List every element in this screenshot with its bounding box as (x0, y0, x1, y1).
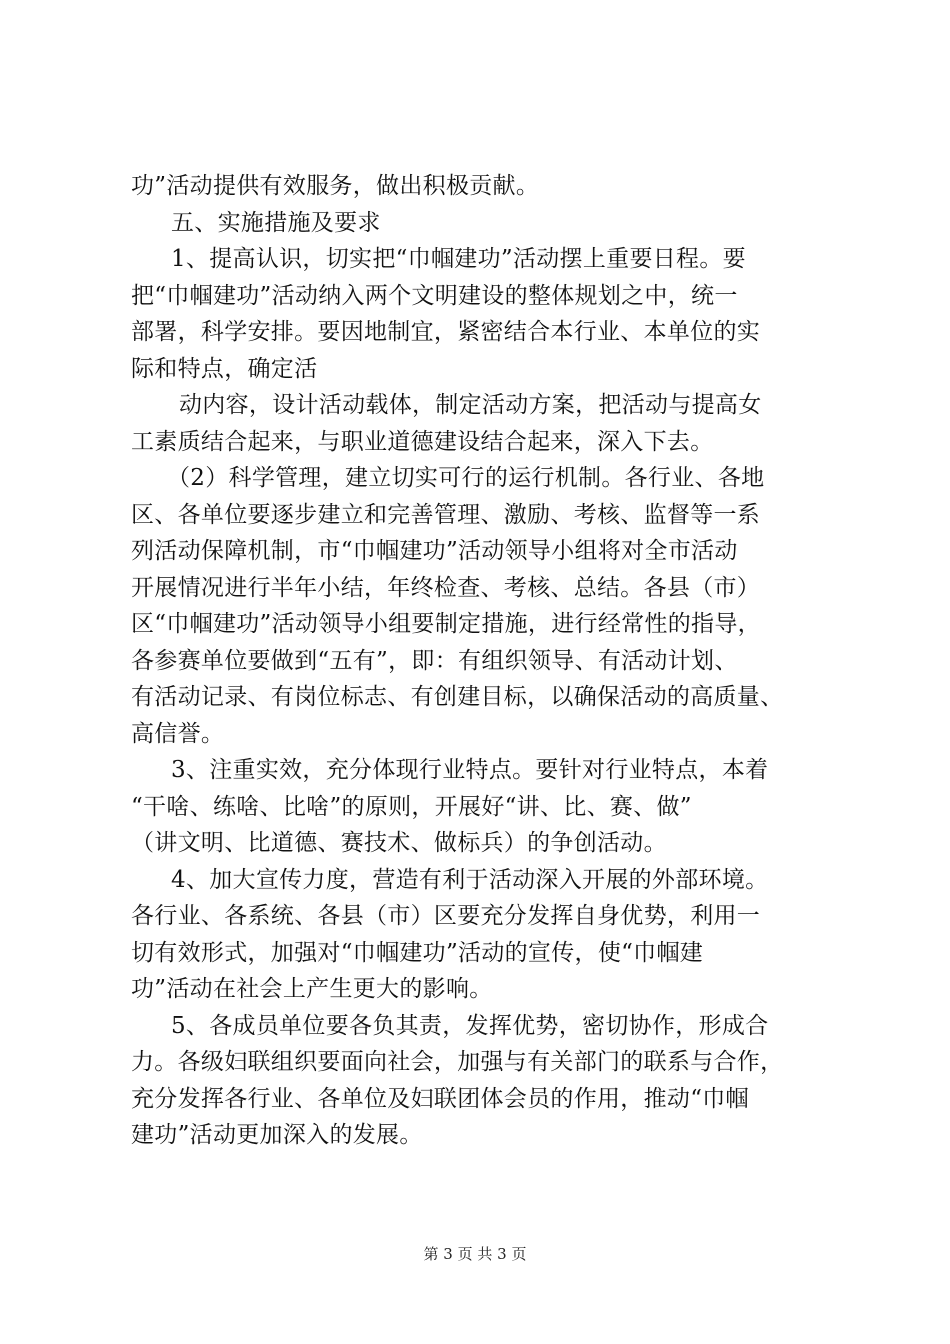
section-heading: 五、实施措施及要求 (171, 209, 381, 236)
text-line: 切有效形式，加强对“巾帼建功”活动的宣传，使“巾帼建 (131, 939, 704, 966)
page-footer (0, 1244, 950, 1264)
text-line: 把“巾帼建功”活动纳入两个文明建设的整体规划之中，统一 (131, 282, 738, 309)
text-line: 5、各成员单位要各负其责，发挥优势，密切协作，形成合 (171, 1012, 769, 1039)
text-line: 充分发挥各行业、各单位及妇联团体会员的作用，推动“巾帼 (131, 1085, 749, 1112)
text-line: 区“巾帼建功”活动领导小组要制定措施，进行经常性的指导， (131, 611, 761, 637)
text-line: （讲文明、比道德、赛技术、做标兵）的争创活动。 (131, 830, 667, 856)
text-line: 4、加大宣传力度，营造有利于活动深入开展的外部环境。 (171, 866, 769, 893)
text-line: 际和特点，确定活 (131, 355, 318, 382)
text-line: 建功”活动更加深入的发展。 (131, 1122, 423, 1148)
page-number: 第 3 页 共 3 页 (423, 1245, 527, 1263)
text-line: 有活动记录、有岗位标志、有创建目标，以确保活动的高质量、 (131, 684, 784, 710)
text-line: 3、注重实效，充分体现行业特点。要针对行业特点，本着 (171, 757, 769, 783)
text-line: 力。各级妇联组织要面向社会，加强与有关部门的联系与合作， (131, 1049, 784, 1075)
text-line: 动内容，设计活动载体，制定活动方案，把活动与提高女 (179, 392, 762, 418)
text-line: 1、提高认识，切实把“巾帼建功”活动摆上重要日程。要 (171, 246, 746, 272)
text-line: （2）科学管理，建立切实可行的运行机制。各行业、各地 (167, 465, 765, 491)
text-line: 开展情况进行半年小结，年终检查、考核、总结。各县（市） (131, 574, 761, 601)
text-line: 各行业、各系统、各县（市）区要充分发挥自身优势，利用一 (131, 903, 761, 929)
text-line: 列活动保障机制，市“巾帼建功”活动领导小组将对全市活动 (131, 538, 738, 564)
text-line: 高信誉。 (131, 720, 225, 747)
text-line: 功”活动在社会上产生更大的影响。 (131, 976, 493, 1002)
document-body (131, 168, 831, 1154)
text-line: 功”活动提供有效服务，做出积极贡献。 (131, 173, 540, 199)
text-line: 区、各单位要逐步建立和完善管理、激励、考核、监督等一系 (131, 501, 761, 528)
text-line: 部署，科学安排。要因地制宜，紧密结合本行业、本单位的实 (131, 319, 761, 345)
text-line: 工素质结合起来，与职业道德建设结合起来，深入下去。 (131, 428, 714, 455)
text-line: “干啥、练啥、比啥”的原则，开展好“讲、比、赛、做” (131, 793, 692, 820)
text-line: 各参赛单位要做到“五有”，即：有组织领导、有活动计划、 (131, 647, 738, 674)
